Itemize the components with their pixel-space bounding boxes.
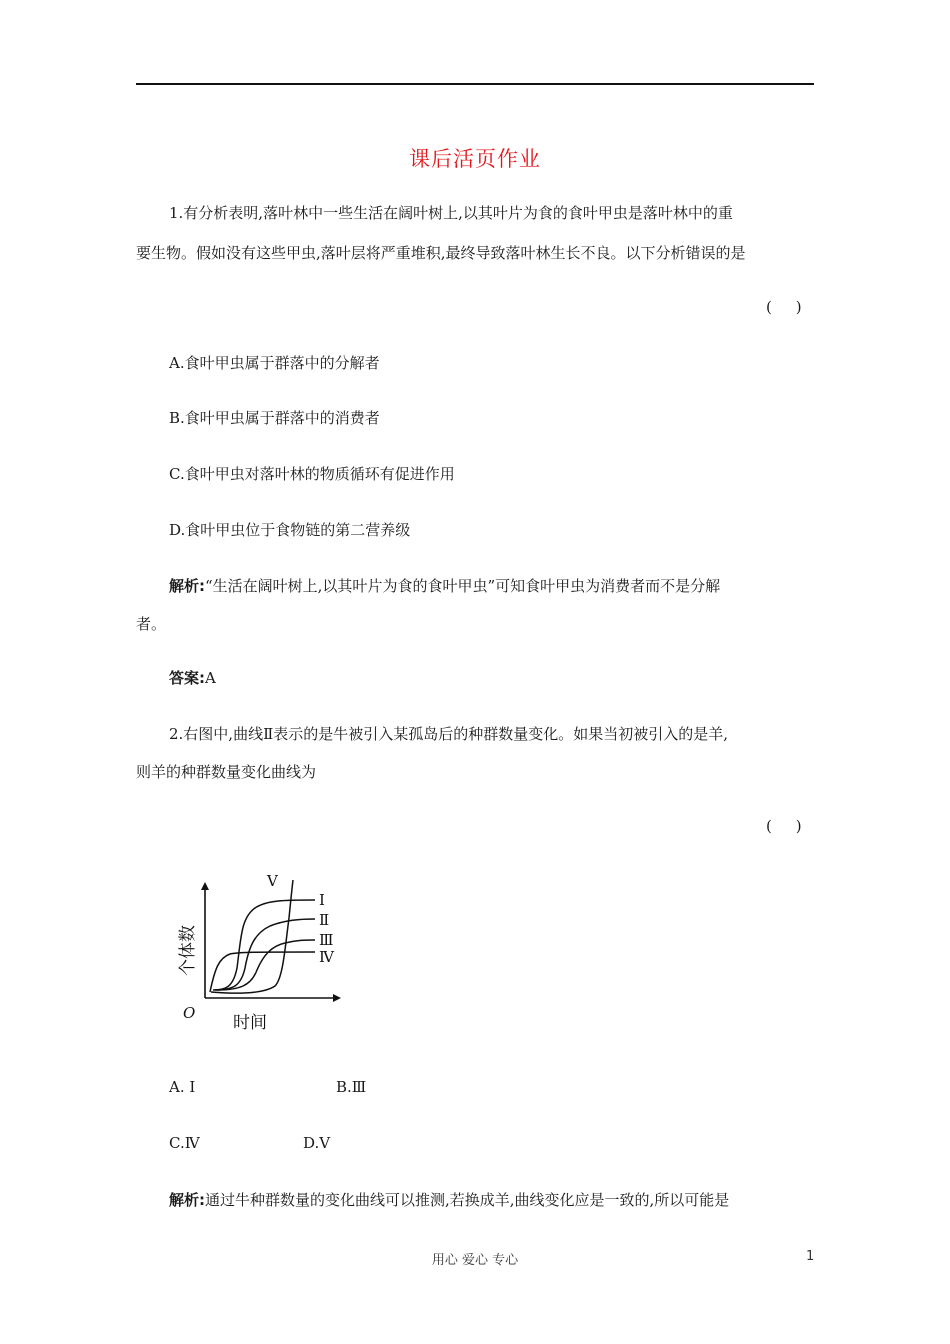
origin-label: O — [183, 1004, 196, 1022]
population-growth-chart — [175, 868, 345, 1038]
curve-label-ii: Ⅱ — [319, 911, 330, 929]
page-number: 1 — [806, 1249, 815, 1264]
q1-analysis — [136, 576, 847, 596]
curve-label-v: Ⅴ — [267, 872, 278, 890]
y-axis-label: 个体数 — [178, 925, 198, 976]
q2-stem-line1: 2.右图中,曲线Ⅱ表示的是牛被引入某孤岛后的种群数量变化。如果当初被引入的是羊, — [169, 725, 729, 743]
q2-option-d: D.Ⅴ — [303, 1134, 331, 1152]
q1-stem-line2: 要生物。假如没有这些甲虫,落叶层将严重堆积,最终导致落叶林生长不良。以下分析错误的是 — [136, 244, 746, 262]
q2-option-c: C.Ⅳ — [169, 1134, 200, 1152]
q2-option-a: A. Ⅰ — [169, 1078, 196, 1096]
q1-option-c: C.食叶甲虫对落叶林的物质循环有促进作用 — [169, 465, 455, 483]
q1-answer-value: A — [205, 669, 216, 687]
q2-analysis — [136, 1190, 847, 1210]
q1-analysis-label: 解析: — [169, 577, 205, 595]
x-axis-label: 时间 — [233, 1013, 267, 1033]
page-title: 课后活页作业 — [409, 147, 541, 171]
q2-answer-blank: ( ) — [766, 817, 802, 835]
q1-answer — [136, 668, 847, 688]
q1-answer-blank: ( ) — [766, 298, 802, 316]
q2-analysis-text: 通过牛种群数量的变化曲线可以推测,若换成羊,曲线变化应是一致的,所以可能是 — [205, 1191, 730, 1209]
population-curve-figure — [175, 868, 345, 1038]
q2-stem-line2: 则羊的种群数量变化曲线为 — [136, 763, 317, 781]
q1-option-d: D.食叶甲虫位于食物链的第二营养级 — [169, 521, 411, 539]
q1-analysis-text: “生活在阔叶树上,以其叶片为食的食叶甲虫”可知食叶甲虫为消费者而不是分解 — [205, 577, 721, 595]
q1-answer-label: 答案: — [169, 669, 205, 687]
q2-option-b: B.Ⅲ — [336, 1078, 367, 1096]
header-rule — [136, 83, 814, 85]
q2-analysis-label: 解析: — [169, 1191, 205, 1209]
curve-label-iii: Ⅲ — [319, 931, 334, 949]
q1-analysis-line2: 者。 — [136, 615, 167, 633]
q1-option-a: A.食叶甲虫属于群落中的分解者 — [169, 354, 380, 372]
q1-stem-line1: 1.有分析表明,落叶林中一些生活在阔叶树上,以其叶片为食的食叶甲虫是落叶林中的重 — [169, 204, 733, 222]
q1-option-b: B.食叶甲虫属于群落中的消费者 — [169, 409, 380, 427]
footer-motto: 用心 爱心 专心 — [431, 1253, 519, 1268]
curve-label-i: Ⅰ — [319, 891, 325, 909]
curve-label-iv: Ⅳ — [319, 948, 334, 966]
